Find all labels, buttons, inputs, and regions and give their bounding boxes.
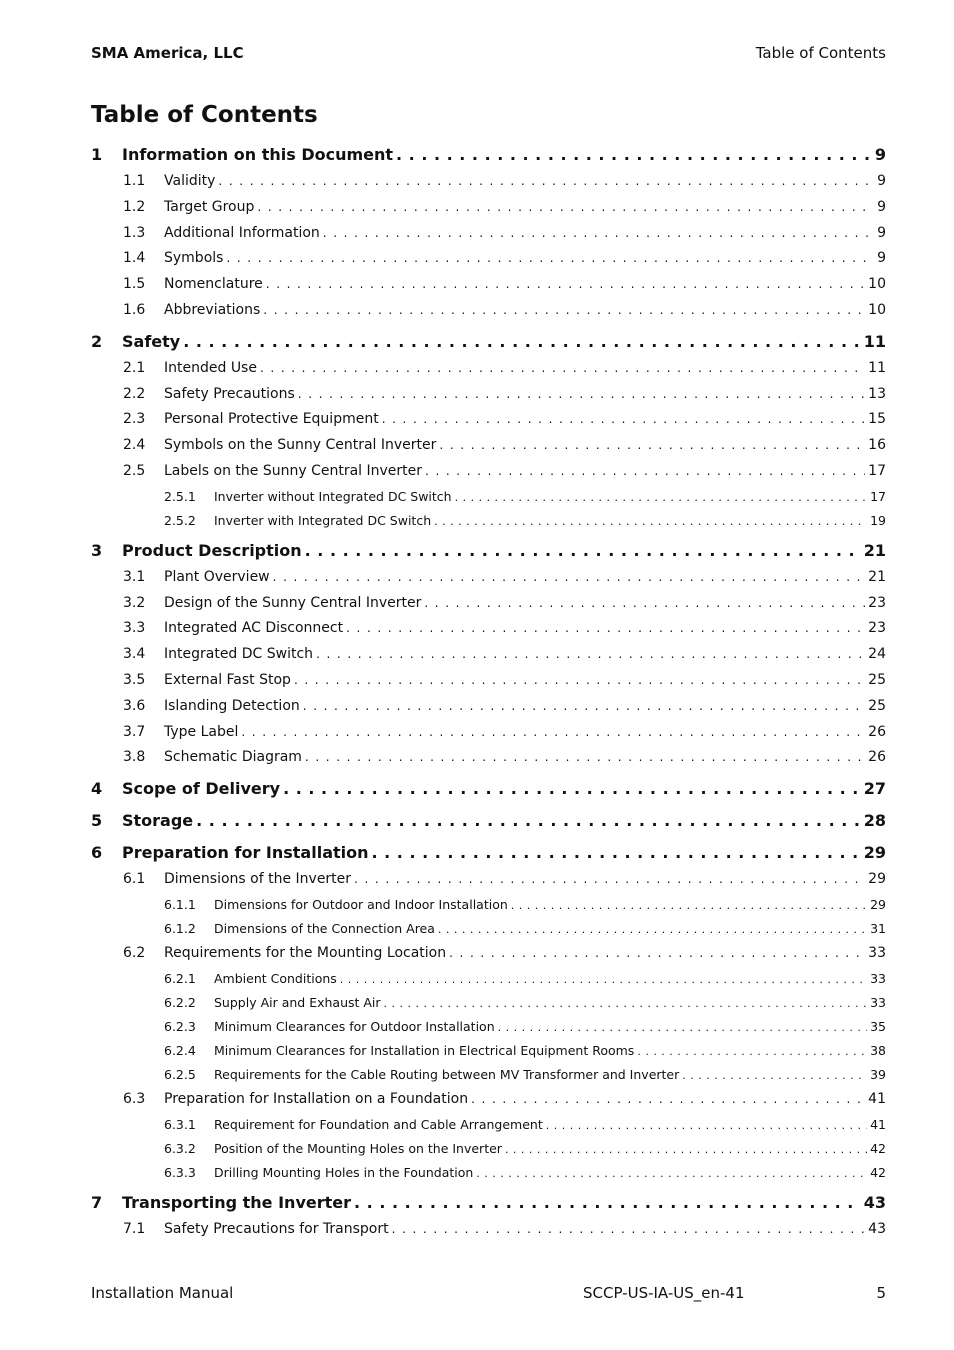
toc-entry-number: 1.2 bbox=[123, 198, 146, 215]
toc-entry[interactable] bbox=[91, 1043, 886, 1067]
toc-entry-label: Symbols bbox=[164, 250, 224, 267]
toc-entry[interactable] bbox=[91, 360, 886, 386]
toc-entry-label: Storage bbox=[122, 811, 194, 831]
toc-entry-page: 9 bbox=[877, 173, 886, 189]
toc-entry-page: 39 bbox=[870, 1066, 886, 1082]
toc-entry[interactable] bbox=[91, 749, 886, 775]
toc-entry-page: 29 bbox=[863, 843, 886, 863]
toc-entry-label: Dimensions of the Inverter bbox=[164, 871, 352, 888]
toc-leader-dots bbox=[346, 620, 865, 636]
toc-entry-page: 25 bbox=[868, 671, 886, 688]
toc-entry[interactable] bbox=[91, 250, 886, 276]
toc-leader-dots bbox=[511, 897, 867, 912]
toc-leader-dots bbox=[396, 145, 872, 164]
toc-entry[interactable] bbox=[91, 463, 886, 489]
toc-entry[interactable] bbox=[91, 995, 886, 1019]
toc-entry[interactable] bbox=[91, 1067, 886, 1091]
toc-entry-number: 6.2.5 bbox=[164, 1066, 196, 1082]
toc-entry[interactable] bbox=[91, 1091, 886, 1117]
toc-leader-dots bbox=[637, 1043, 867, 1058]
toc-entry-label: Drilling Mounting Holes in the Foundation bbox=[214, 1164, 474, 1180]
toc-leader-dots bbox=[439, 437, 865, 453]
toc-entry-label: Safety Precautions bbox=[164, 385, 295, 402]
toc-leader-dots bbox=[505, 1141, 867, 1156]
toc-entry[interactable] bbox=[91, 921, 886, 945]
toc-leader-dots bbox=[438, 921, 867, 936]
toc-entry-label: Preparation for Installation on a Foundation bbox=[164, 1090, 469, 1107]
toc-entry-label: Transporting the Inverter bbox=[122, 1192, 352, 1212]
toc-entry-page: 17 bbox=[868, 462, 886, 479]
manual-name: Installation Manual bbox=[91, 1284, 234, 1302]
toc-leader-dots bbox=[305, 541, 861, 560]
toc-entry-page: 9 bbox=[877, 198, 886, 215]
toc-entry-number: 2 bbox=[91, 331, 103, 351]
toc-entry-page: 24 bbox=[868, 646, 886, 663]
toc-leader-dots bbox=[392, 1221, 866, 1237]
toc-entry-label: Additional Information bbox=[164, 224, 320, 241]
toc-entry-label: Requirements for the Cable Routing between MV Transformer and Inverter bbox=[214, 1066, 680, 1082]
toc-entry-page: 26 bbox=[868, 723, 886, 740]
toc-entry-number: 3.6 bbox=[123, 697, 146, 714]
toc-entry-page: 42 bbox=[870, 1164, 886, 1180]
toc-leader-dots bbox=[449, 945, 865, 961]
toc-entry-number: 6 bbox=[91, 843, 103, 863]
toc-entry-page: 29 bbox=[868, 871, 886, 888]
toc-leader-dots bbox=[183, 332, 861, 351]
toc-entry-page: 11 bbox=[863, 331, 886, 351]
toc-entry-page: 42 bbox=[870, 1140, 886, 1156]
toc-entry-number: 1.6 bbox=[123, 301, 146, 318]
toc-entry[interactable] bbox=[91, 199, 886, 225]
toc-entry[interactable] bbox=[91, 672, 886, 698]
toc-entry-number: 6.2.2 bbox=[164, 994, 196, 1010]
toc-entry-page: 16 bbox=[868, 437, 886, 454]
toc-entry-number: 3.5 bbox=[123, 671, 146, 688]
toc-entry-page: 19 bbox=[870, 512, 886, 528]
toc-entry-number: 2.2 bbox=[123, 385, 146, 402]
toc-entry[interactable] bbox=[91, 332, 886, 360]
toc-entry[interactable] bbox=[91, 173, 886, 199]
toc-entry[interactable] bbox=[91, 724, 886, 750]
toc-entry-number: 6.1.2 bbox=[164, 920, 196, 936]
toc-entry-label: Minimum Clearances for Outdoor Installation bbox=[214, 1018, 495, 1034]
toc-leader-dots bbox=[273, 569, 866, 585]
toc-entry-page: 43 bbox=[868, 1220, 886, 1237]
toc-entry-label: Labels on the Sunny Central Inverter bbox=[164, 462, 423, 479]
toc-entry-page: 33 bbox=[868, 944, 886, 961]
toc-leader-dots bbox=[266, 276, 865, 292]
toc-entry[interactable] bbox=[91, 698, 886, 724]
toc-entry-page: 23 bbox=[868, 594, 886, 611]
toc-entry-number: 7 bbox=[91, 1192, 103, 1212]
toc-entry-number: 2.4 bbox=[123, 437, 146, 454]
toc-entry-number: 3 bbox=[91, 540, 103, 560]
toc-entry-label: Target Group bbox=[164, 198, 255, 215]
toc-entry-page: 17 bbox=[870, 488, 886, 504]
toc-entry-label: Scope of Delivery bbox=[122, 779, 281, 799]
toc-entry-page: 26 bbox=[868, 749, 886, 766]
toc-entry-number: 6.2.1 bbox=[164, 970, 196, 986]
toc-entry[interactable] bbox=[91, 276, 886, 302]
toc-entry-label: Preparation for Installation bbox=[122, 843, 369, 863]
toc-entry-label: Type Label bbox=[164, 723, 239, 740]
toc-entry-number: 6.2.3 bbox=[164, 1018, 196, 1034]
toc-entry[interactable] bbox=[91, 646, 886, 672]
toc-entry[interactable] bbox=[91, 1165, 886, 1189]
toc-entry-page: 43 bbox=[863, 1192, 886, 1212]
toc-entry-number: 6.1 bbox=[123, 871, 146, 888]
toc-leader-dots bbox=[424, 595, 865, 611]
toc-entry-number: 1.1 bbox=[123, 173, 146, 189]
toc-entry[interactable] bbox=[91, 871, 886, 897]
toc-leader-dots bbox=[260, 360, 865, 376]
toc-entry-number: 2.1 bbox=[123, 359, 146, 376]
toc-leader-dots bbox=[476, 1165, 867, 1180]
toc-entry-page: 21 bbox=[863, 540, 886, 560]
toc-entry-number: 2.5 bbox=[123, 462, 146, 479]
toc-leader-dots bbox=[434, 513, 867, 528]
toc-entry-page: 28 bbox=[863, 811, 886, 831]
toc-entry-label: Dimensions of the Connection Area bbox=[214, 920, 435, 936]
toc-leader-dots bbox=[241, 724, 865, 740]
toc-entry-label: Intended Use bbox=[164, 359, 257, 376]
toc-leader-dots bbox=[305, 749, 865, 765]
toc-entry-number: 2.5.2 bbox=[164, 512, 196, 528]
toc-entry-page: 41 bbox=[870, 1116, 886, 1132]
toc-entry-label: Requirement for Foundation and Cable Arrangement bbox=[214, 1116, 543, 1132]
toc-entry[interactable] bbox=[91, 971, 886, 995]
toc-leader-dots bbox=[196, 811, 861, 830]
toc-entry[interactable] bbox=[91, 1193, 886, 1221]
toc-leader-dots bbox=[323, 225, 874, 241]
toc-leader-dots bbox=[354, 871, 865, 887]
toc-entry-label: Schematic Diagram bbox=[164, 749, 302, 766]
toc-entry[interactable] bbox=[91, 541, 886, 569]
toc-entry[interactable] bbox=[91, 411, 886, 437]
toc-entry-page: 29 bbox=[870, 896, 886, 912]
toc-leader-dots bbox=[294, 672, 865, 688]
toc-entry[interactable] bbox=[91, 569, 886, 595]
toc-leader-dots bbox=[384, 995, 868, 1010]
toc-entry-number: 3.8 bbox=[123, 749, 146, 766]
toc-entry-label: Design of the Sunny Central Inverter bbox=[164, 594, 422, 611]
toc-entry-number: 3.1 bbox=[123, 568, 146, 585]
toc-entry-page: 31 bbox=[870, 920, 886, 936]
toc-entry[interactable] bbox=[91, 302, 886, 328]
toc-entry[interactable] bbox=[91, 620, 886, 646]
toc-entry-number: 1 bbox=[91, 145, 103, 164]
toc-entry-label: Inverter with Integrated DC Switch bbox=[214, 512, 432, 528]
toc-entry[interactable] bbox=[91, 595, 886, 621]
company-name: SMA America, LLC bbox=[91, 44, 244, 62]
toc-leader-dots bbox=[372, 843, 861, 862]
toc-entry-label: Safety Precautions for Transport bbox=[164, 1220, 389, 1237]
toc-entry-number: 6.3 bbox=[123, 1090, 146, 1107]
toc-leader-dots bbox=[425, 463, 865, 479]
toc-entry[interactable] bbox=[91, 1019, 886, 1043]
toc-entry-number: 3.7 bbox=[123, 723, 146, 740]
toc-entry-number: 2.3 bbox=[123, 411, 146, 428]
toc-entry-page: 33 bbox=[870, 970, 886, 986]
toc-entry-page: 10 bbox=[868, 276, 886, 293]
toc-leader-dots bbox=[316, 646, 865, 662]
toc-entry[interactable] bbox=[91, 145, 886, 173]
toc-leader-dots bbox=[382, 411, 865, 427]
toc-entry-page: 23 bbox=[868, 620, 886, 637]
toc-entry-label: Validity bbox=[164, 173, 216, 189]
toc-leader-dots bbox=[682, 1067, 867, 1082]
toc-entry-page: 35 bbox=[870, 1018, 886, 1034]
toc-entry[interactable] bbox=[91, 779, 886, 807]
toc-entry[interactable] bbox=[91, 1221, 886, 1247]
toc-entry-page: 25 bbox=[868, 697, 886, 714]
toc-entry-page: 9 bbox=[877, 250, 886, 267]
toc-entry-number: 1.5 bbox=[123, 276, 146, 293]
page-title: Table of Contents bbox=[91, 102, 318, 128]
toc-entry-label: Ambient Conditions bbox=[214, 970, 337, 986]
toc-entry-label: Personal Protective Equipment bbox=[164, 411, 379, 428]
toc-entry-number: 6.1.1 bbox=[164, 896, 196, 912]
toc-entry-page: 13 bbox=[868, 385, 886, 402]
toc-leader-dots bbox=[218, 173, 874, 189]
toc-entry-number: 4 bbox=[91, 779, 103, 799]
toc-entry-number: 3.4 bbox=[123, 646, 146, 663]
toc-entry-label: Information on this Document bbox=[122, 145, 394, 164]
toc-entry-number: 7.1 bbox=[123, 1220, 146, 1237]
toc-entry-page: 10 bbox=[868, 301, 886, 318]
toc-entry[interactable] bbox=[91, 897, 886, 921]
toc-leader-dots bbox=[263, 302, 865, 318]
toc-entry-page: 9 bbox=[877, 224, 886, 241]
page-number: 5 bbox=[876, 1284, 886, 1302]
toc-leader-dots bbox=[283, 779, 861, 798]
toc-entry-label: External Fast Stop bbox=[164, 671, 291, 688]
toc-entry-number: 6.2 bbox=[123, 944, 146, 961]
toc-leader-dots bbox=[340, 971, 867, 986]
toc-entry-label: Minimum Clearances for Installation in Electrical Equipment Rooms bbox=[214, 1042, 635, 1058]
toc-entry-number: 6.3.3 bbox=[164, 1164, 196, 1180]
toc-entry-label: Abbreviations bbox=[164, 301, 261, 318]
toc-entry-label: Integrated AC Disconnect bbox=[164, 620, 344, 637]
toc-entry[interactable] bbox=[91, 513, 886, 537]
toc-entry-label: Safety bbox=[122, 331, 181, 351]
toc-entry-number: 6.3.1 bbox=[164, 1116, 196, 1132]
toc-entry-number: 6.3.2 bbox=[164, 1140, 196, 1156]
toc-entry-label: Dimensions for Outdoor and Indoor Installation bbox=[214, 896, 508, 912]
toc-entry-page: 33 bbox=[870, 994, 886, 1010]
toc-leader-dots bbox=[226, 250, 874, 266]
toc-entry-page: 41 bbox=[868, 1090, 886, 1107]
toc-leader-dots bbox=[455, 489, 868, 504]
toc-entry-label: Supply Air and Exhaust Air bbox=[214, 994, 381, 1010]
toc-entry-label: Symbols on the Sunny Central Inverter bbox=[164, 437, 437, 454]
toc-entry-page: 15 bbox=[868, 411, 886, 428]
toc-entry-number: 2.5.1 bbox=[164, 488, 196, 504]
running-section-title: Table of Contents bbox=[755, 44, 886, 62]
toc-entry[interactable] bbox=[91, 945, 886, 971]
toc-entry-page: 9 bbox=[874, 145, 886, 164]
toc-entry-label: Product Description bbox=[122, 540, 302, 560]
toc-entry-label: Plant Overview bbox=[164, 568, 270, 585]
toc-leader-dots bbox=[498, 1019, 867, 1034]
toc-entry[interactable] bbox=[91, 1141, 886, 1165]
toc-entry-page: 21 bbox=[868, 568, 886, 585]
toc-leader-dots bbox=[257, 199, 874, 215]
toc-entry-number: 3.2 bbox=[123, 594, 146, 611]
toc-entry[interactable] bbox=[91, 489, 886, 513]
toc-leader-dots bbox=[298, 386, 865, 402]
toc-entry-page: 11 bbox=[868, 359, 886, 376]
toc-entry-label: Nomenclature bbox=[164, 276, 263, 293]
toc-entry-number: 3.3 bbox=[123, 620, 146, 637]
toc-entry-number: 5 bbox=[91, 811, 103, 831]
toc-entry-label: Requirements for the Mounting Location bbox=[164, 944, 447, 961]
toc-entry-label: Inverter without Integrated DC Switch bbox=[214, 488, 452, 504]
toc-leader-dots bbox=[546, 1117, 867, 1132]
toc-entry-page: 38 bbox=[870, 1042, 886, 1058]
toc-entry[interactable] bbox=[91, 1117, 886, 1141]
toc-entry-label: Islanding Detection bbox=[164, 697, 300, 714]
table-of-contents bbox=[91, 141, 886, 1246]
toc-entry-number: 1.4 bbox=[123, 250, 146, 267]
toc-leader-dots bbox=[303, 698, 865, 714]
toc-entry[interactable] bbox=[91, 843, 886, 871]
toc-entry-label: Position of the Mounting Holes on the Inverter bbox=[214, 1140, 502, 1156]
toc-entry[interactable] bbox=[91, 437, 886, 463]
toc-leader-dots bbox=[471, 1091, 865, 1107]
toc-entry[interactable] bbox=[91, 386, 886, 412]
toc-entry[interactable] bbox=[91, 811, 886, 839]
toc-entry-number: 6.2.4 bbox=[164, 1042, 196, 1058]
toc-entry-label: Integrated DC Switch bbox=[164, 646, 314, 663]
toc-leader-dots bbox=[354, 1193, 861, 1212]
toc-entry[interactable] bbox=[91, 225, 886, 251]
toc-entry-page: 27 bbox=[863, 779, 886, 799]
toc-entry-number: 1.3 bbox=[123, 224, 146, 241]
document-id: SCCP-US-IA-US_en-41 bbox=[583, 1284, 745, 1302]
